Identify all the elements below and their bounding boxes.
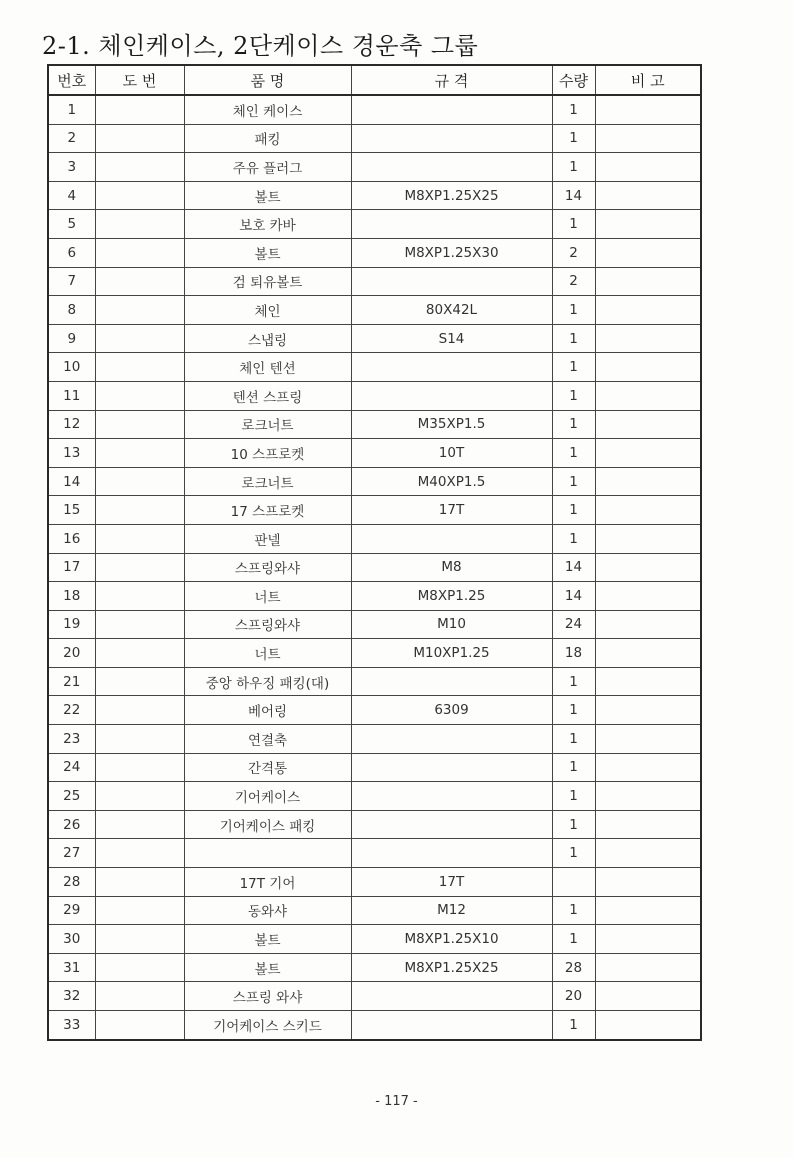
cell-remarks bbox=[595, 582, 701, 611]
cell-specification: M35XP1.5 bbox=[351, 410, 552, 439]
cell-part-name: 너트 bbox=[184, 639, 351, 668]
table-row bbox=[48, 153, 701, 182]
cell-remarks bbox=[595, 782, 701, 811]
table-row bbox=[48, 753, 701, 782]
cell-drawing-no bbox=[95, 1011, 184, 1040]
cell-part-name: 10 스프로켓 bbox=[184, 439, 351, 468]
cell-part-name: 기어케이스 bbox=[184, 782, 351, 811]
cell-number: 29 bbox=[48, 896, 95, 925]
column-header-remarks: 비 고 bbox=[595, 65, 701, 95]
table-row bbox=[48, 696, 701, 725]
cell-specification bbox=[351, 353, 552, 382]
cell-quantity: 2 bbox=[552, 267, 595, 296]
table-row bbox=[48, 582, 701, 611]
cell-drawing-no bbox=[95, 610, 184, 639]
cell-drawing-no bbox=[95, 925, 184, 954]
table-row bbox=[48, 296, 701, 325]
table-row bbox=[48, 267, 701, 296]
cell-specification bbox=[351, 267, 552, 296]
cell-specification: 10T bbox=[351, 439, 552, 468]
cell-specification bbox=[351, 982, 552, 1011]
cell-drawing-no bbox=[95, 381, 184, 410]
cell-specification: 6309 bbox=[351, 696, 552, 725]
table-row bbox=[48, 410, 701, 439]
cell-number: 31 bbox=[48, 953, 95, 982]
cell-number: 11 bbox=[48, 381, 95, 410]
cell-specification: M10 bbox=[351, 610, 552, 639]
cell-part-name: 볼트 bbox=[184, 925, 351, 954]
cell-number: 19 bbox=[48, 610, 95, 639]
cell-specification bbox=[351, 153, 552, 182]
cell-number: 1 bbox=[48, 95, 95, 124]
cell-drawing-no bbox=[95, 296, 184, 325]
cell-specification: M8XP1.25X10 bbox=[351, 925, 552, 954]
cell-drawing-no bbox=[95, 953, 184, 982]
cell-quantity: 1 bbox=[552, 667, 595, 696]
cell-drawing-no bbox=[95, 467, 184, 496]
cell-drawing-no bbox=[95, 753, 184, 782]
table-row bbox=[48, 467, 701, 496]
cell-part-name: 너트 bbox=[184, 582, 351, 611]
table-row bbox=[48, 210, 701, 239]
cell-specification bbox=[351, 725, 552, 754]
cell-drawing-no bbox=[95, 896, 184, 925]
cell-quantity: 1 bbox=[552, 95, 595, 124]
cell-drawing-no bbox=[95, 238, 184, 267]
cell-quantity: 1 bbox=[552, 839, 595, 868]
cell-part-name: 동와샤 bbox=[184, 896, 351, 925]
cell-remarks bbox=[595, 267, 701, 296]
cell-specification: 17T bbox=[351, 868, 552, 897]
cell-drawing-no bbox=[95, 667, 184, 696]
cell-part-name: 중앙 하우징 패킹(대) bbox=[184, 667, 351, 696]
cell-number: 20 bbox=[48, 639, 95, 668]
table-row bbox=[48, 353, 701, 382]
table-row bbox=[48, 124, 701, 153]
cell-remarks bbox=[595, 839, 701, 868]
cell-part-name: 체인 케이스 bbox=[184, 95, 351, 124]
cell-number: 12 bbox=[48, 410, 95, 439]
cell-part-name: 검 퇴유볼트 bbox=[184, 267, 351, 296]
cell-remarks bbox=[595, 353, 701, 382]
cell-number: 2 bbox=[48, 124, 95, 153]
table-row bbox=[48, 95, 701, 124]
cell-specification: 17T bbox=[351, 496, 552, 525]
cell-quantity: 1 bbox=[552, 210, 595, 239]
table-row bbox=[48, 725, 701, 754]
cell-quantity: 1 bbox=[552, 696, 595, 725]
cell-remarks bbox=[595, 953, 701, 982]
cell-remarks bbox=[595, 639, 701, 668]
cell-quantity: 28 bbox=[552, 953, 595, 982]
cell-drawing-no bbox=[95, 439, 184, 468]
cell-remarks bbox=[595, 324, 701, 353]
page-title: 2-1. 체인케이스, 2단케이스 경운축 그룹 bbox=[42, 32, 479, 60]
cell-remarks bbox=[595, 524, 701, 553]
cell-remarks bbox=[595, 810, 701, 839]
cell-drawing-no bbox=[95, 982, 184, 1011]
cell-quantity: 1 bbox=[552, 381, 595, 410]
cell-number: 14 bbox=[48, 467, 95, 496]
cell-number: 25 bbox=[48, 782, 95, 811]
cell-number: 4 bbox=[48, 181, 95, 210]
cell-remarks bbox=[595, 296, 701, 325]
cell-quantity: 1 bbox=[552, 753, 595, 782]
cell-number: 24 bbox=[48, 753, 95, 782]
cell-quantity: 1 bbox=[552, 467, 595, 496]
page-number: - 117 - bbox=[375, 1094, 418, 1109]
cell-quantity: 1 bbox=[552, 782, 595, 811]
cell-specification: M8XP1.25X30 bbox=[351, 238, 552, 267]
cell-specification bbox=[351, 524, 552, 553]
cell-number: 22 bbox=[48, 696, 95, 725]
cell-remarks bbox=[595, 753, 701, 782]
cell-specification: M8XP1.25X25 bbox=[351, 181, 552, 210]
cell-part-name: 17T 기어 bbox=[184, 868, 351, 897]
cell-remarks bbox=[595, 181, 701, 210]
cell-part-name: 로크너트 bbox=[184, 467, 351, 496]
cell-quantity: 1 bbox=[552, 725, 595, 754]
table-row bbox=[48, 553, 701, 582]
cell-remarks bbox=[595, 1011, 701, 1040]
cell-remarks bbox=[595, 610, 701, 639]
cell-remarks bbox=[595, 238, 701, 267]
cell-remarks bbox=[595, 439, 701, 468]
table-row bbox=[48, 868, 701, 897]
table-row bbox=[48, 381, 701, 410]
table-row bbox=[48, 839, 701, 868]
column-header-quantity: 수량 bbox=[552, 65, 595, 95]
cell-quantity: 1 bbox=[552, 810, 595, 839]
cell-specification bbox=[351, 839, 552, 868]
cell-drawing-no bbox=[95, 496, 184, 525]
column-header-drawing-no: 도 번 bbox=[95, 65, 184, 95]
cell-part-name: 간격통 bbox=[184, 753, 351, 782]
cell-number: 30 bbox=[48, 925, 95, 954]
cell-drawing-no bbox=[95, 210, 184, 239]
cell-remarks bbox=[595, 153, 701, 182]
cell-remarks bbox=[595, 925, 701, 954]
cell-part-name: 주유 플러그 bbox=[184, 153, 351, 182]
cell-remarks bbox=[595, 210, 701, 239]
cell-quantity: 24 bbox=[552, 610, 595, 639]
cell-part-name: 체인 bbox=[184, 296, 351, 325]
cell-drawing-no bbox=[95, 153, 184, 182]
cell-quantity: 20 bbox=[552, 982, 595, 1011]
cell-specification bbox=[351, 95, 552, 124]
cell-remarks bbox=[595, 696, 701, 725]
table-row bbox=[48, 925, 701, 954]
cell-number: 15 bbox=[48, 496, 95, 525]
cell-part-name: 볼트 bbox=[184, 181, 351, 210]
column-header-specification: 규 격 bbox=[351, 65, 552, 95]
cell-specification bbox=[351, 210, 552, 239]
cell-quantity: 14 bbox=[552, 553, 595, 582]
cell-specification: M8XP1.25X25 bbox=[351, 953, 552, 982]
cell-specification bbox=[351, 810, 552, 839]
cell-specification: M8XP1.25 bbox=[351, 582, 552, 611]
cell-specification bbox=[351, 1011, 552, 1040]
table-row bbox=[48, 982, 701, 1011]
header-row bbox=[48, 65, 701, 95]
table-row bbox=[48, 782, 701, 811]
cell-specification: M8 bbox=[351, 553, 552, 582]
table-header bbox=[48, 65, 701, 95]
cell-number: 17 bbox=[48, 553, 95, 582]
parts-table bbox=[47, 64, 702, 1041]
cell-number: 18 bbox=[48, 582, 95, 611]
cell-part-name bbox=[184, 839, 351, 868]
cell-drawing-no bbox=[95, 782, 184, 811]
table-body bbox=[48, 95, 701, 1040]
table-row bbox=[48, 524, 701, 553]
cell-specification: M10XP1.25 bbox=[351, 639, 552, 668]
table-row bbox=[48, 238, 701, 267]
column-header-number: 번호 bbox=[48, 65, 95, 95]
cell-quantity bbox=[552, 868, 595, 897]
table-row bbox=[48, 610, 701, 639]
cell-number: 32 bbox=[48, 982, 95, 1011]
cell-remarks bbox=[595, 982, 701, 1011]
cell-part-name: 패킹 bbox=[184, 124, 351, 153]
cell-drawing-no bbox=[95, 124, 184, 153]
cell-quantity: 14 bbox=[552, 181, 595, 210]
cell-quantity: 18 bbox=[552, 639, 595, 668]
cell-number: 33 bbox=[48, 1011, 95, 1040]
cell-part-name: 스냅링 bbox=[184, 324, 351, 353]
cell-quantity: 1 bbox=[552, 439, 595, 468]
cell-remarks bbox=[595, 553, 701, 582]
cell-part-name: 베어링 bbox=[184, 696, 351, 725]
cell-part-name: 스프링 와샤 bbox=[184, 982, 351, 1011]
cell-quantity: 14 bbox=[552, 582, 595, 611]
cell-specification: S14 bbox=[351, 324, 552, 353]
cell-drawing-no bbox=[95, 353, 184, 382]
cell-number: 10 bbox=[48, 353, 95, 382]
table-row bbox=[48, 496, 701, 525]
cell-drawing-no bbox=[95, 324, 184, 353]
cell-remarks bbox=[595, 725, 701, 754]
cell-part-name: 기어케이스 스키드 bbox=[184, 1011, 351, 1040]
cell-specification: M40XP1.5 bbox=[351, 467, 552, 496]
cell-specification bbox=[351, 782, 552, 811]
cell-drawing-no bbox=[95, 524, 184, 553]
cell-number: 13 bbox=[48, 439, 95, 468]
cell-number: 27 bbox=[48, 839, 95, 868]
cell-part-name: 판넬 bbox=[184, 524, 351, 553]
cell-quantity: 1 bbox=[552, 896, 595, 925]
cell-remarks bbox=[595, 410, 701, 439]
column-header-part-name: 품 명 bbox=[184, 65, 351, 95]
cell-drawing-no bbox=[95, 95, 184, 124]
cell-part-name: 체인 텐션 bbox=[184, 353, 351, 382]
cell-quantity: 1 bbox=[552, 153, 595, 182]
table-row bbox=[48, 1011, 701, 1040]
cell-quantity: 1 bbox=[552, 496, 595, 525]
cell-part-name: 보호 카바 bbox=[184, 210, 351, 239]
cell-quantity: 1 bbox=[552, 524, 595, 553]
cell-quantity: 2 bbox=[552, 238, 595, 267]
table-row bbox=[48, 181, 701, 210]
cell-remarks bbox=[595, 124, 701, 153]
cell-part-name: 볼트 bbox=[184, 953, 351, 982]
cell-number: 8 bbox=[48, 296, 95, 325]
cell-part-name: 기어케이스 패킹 bbox=[184, 810, 351, 839]
cell-specification: 80X42L bbox=[351, 296, 552, 325]
table-row bbox=[48, 324, 701, 353]
cell-number: 21 bbox=[48, 667, 95, 696]
table-row bbox=[48, 896, 701, 925]
cell-part-name: 17 스프로켓 bbox=[184, 496, 351, 525]
cell-specification bbox=[351, 124, 552, 153]
cell-remarks bbox=[595, 896, 701, 925]
cell-quantity: 1 bbox=[552, 124, 595, 153]
cell-part-name: 로크너트 bbox=[184, 410, 351, 439]
cell-specification: M12 bbox=[351, 896, 552, 925]
cell-number: 9 bbox=[48, 324, 95, 353]
cell-remarks bbox=[595, 667, 701, 696]
cell-specification bbox=[351, 753, 552, 782]
cell-quantity: 1 bbox=[552, 1011, 595, 1040]
cell-number: 7 bbox=[48, 267, 95, 296]
cell-quantity: 1 bbox=[552, 353, 595, 382]
cell-number: 3 bbox=[48, 153, 95, 182]
cell-drawing-no bbox=[95, 725, 184, 754]
cell-drawing-no bbox=[95, 181, 184, 210]
cell-number: 23 bbox=[48, 725, 95, 754]
cell-quantity: 1 bbox=[552, 925, 595, 954]
cell-remarks bbox=[595, 868, 701, 897]
cell-drawing-no bbox=[95, 696, 184, 725]
cell-part-name: 스프링와샤 bbox=[184, 553, 351, 582]
cell-drawing-no bbox=[95, 582, 184, 611]
cell-quantity: 1 bbox=[552, 324, 595, 353]
cell-number: 6 bbox=[48, 238, 95, 267]
cell-remarks bbox=[595, 95, 701, 124]
table-row bbox=[48, 439, 701, 468]
cell-part-name: 스프링와샤 bbox=[184, 610, 351, 639]
table-row bbox=[48, 953, 701, 982]
cell-number: 28 bbox=[48, 868, 95, 897]
cell-drawing-no bbox=[95, 410, 184, 439]
cell-number: 26 bbox=[48, 810, 95, 839]
cell-specification bbox=[351, 381, 552, 410]
table-row bbox=[48, 639, 701, 668]
cell-number: 5 bbox=[48, 210, 95, 239]
cell-specification bbox=[351, 667, 552, 696]
cell-drawing-no bbox=[95, 553, 184, 582]
cell-part-name: 볼트 bbox=[184, 238, 351, 267]
table-row bbox=[48, 667, 701, 696]
cell-drawing-no bbox=[95, 810, 184, 839]
cell-remarks bbox=[595, 381, 701, 410]
cell-quantity: 1 bbox=[552, 296, 595, 325]
cell-part-name: 연결축 bbox=[184, 725, 351, 754]
cell-remarks bbox=[595, 467, 701, 496]
cell-quantity: 1 bbox=[552, 410, 595, 439]
cell-drawing-no bbox=[95, 267, 184, 296]
cell-part-name: 텐션 스프링 bbox=[184, 381, 351, 410]
table-row bbox=[48, 810, 701, 839]
cell-drawing-no bbox=[95, 839, 184, 868]
cell-number: 16 bbox=[48, 524, 95, 553]
cell-drawing-no bbox=[95, 868, 184, 897]
cell-remarks bbox=[595, 496, 701, 525]
cell-drawing-no bbox=[95, 639, 184, 668]
